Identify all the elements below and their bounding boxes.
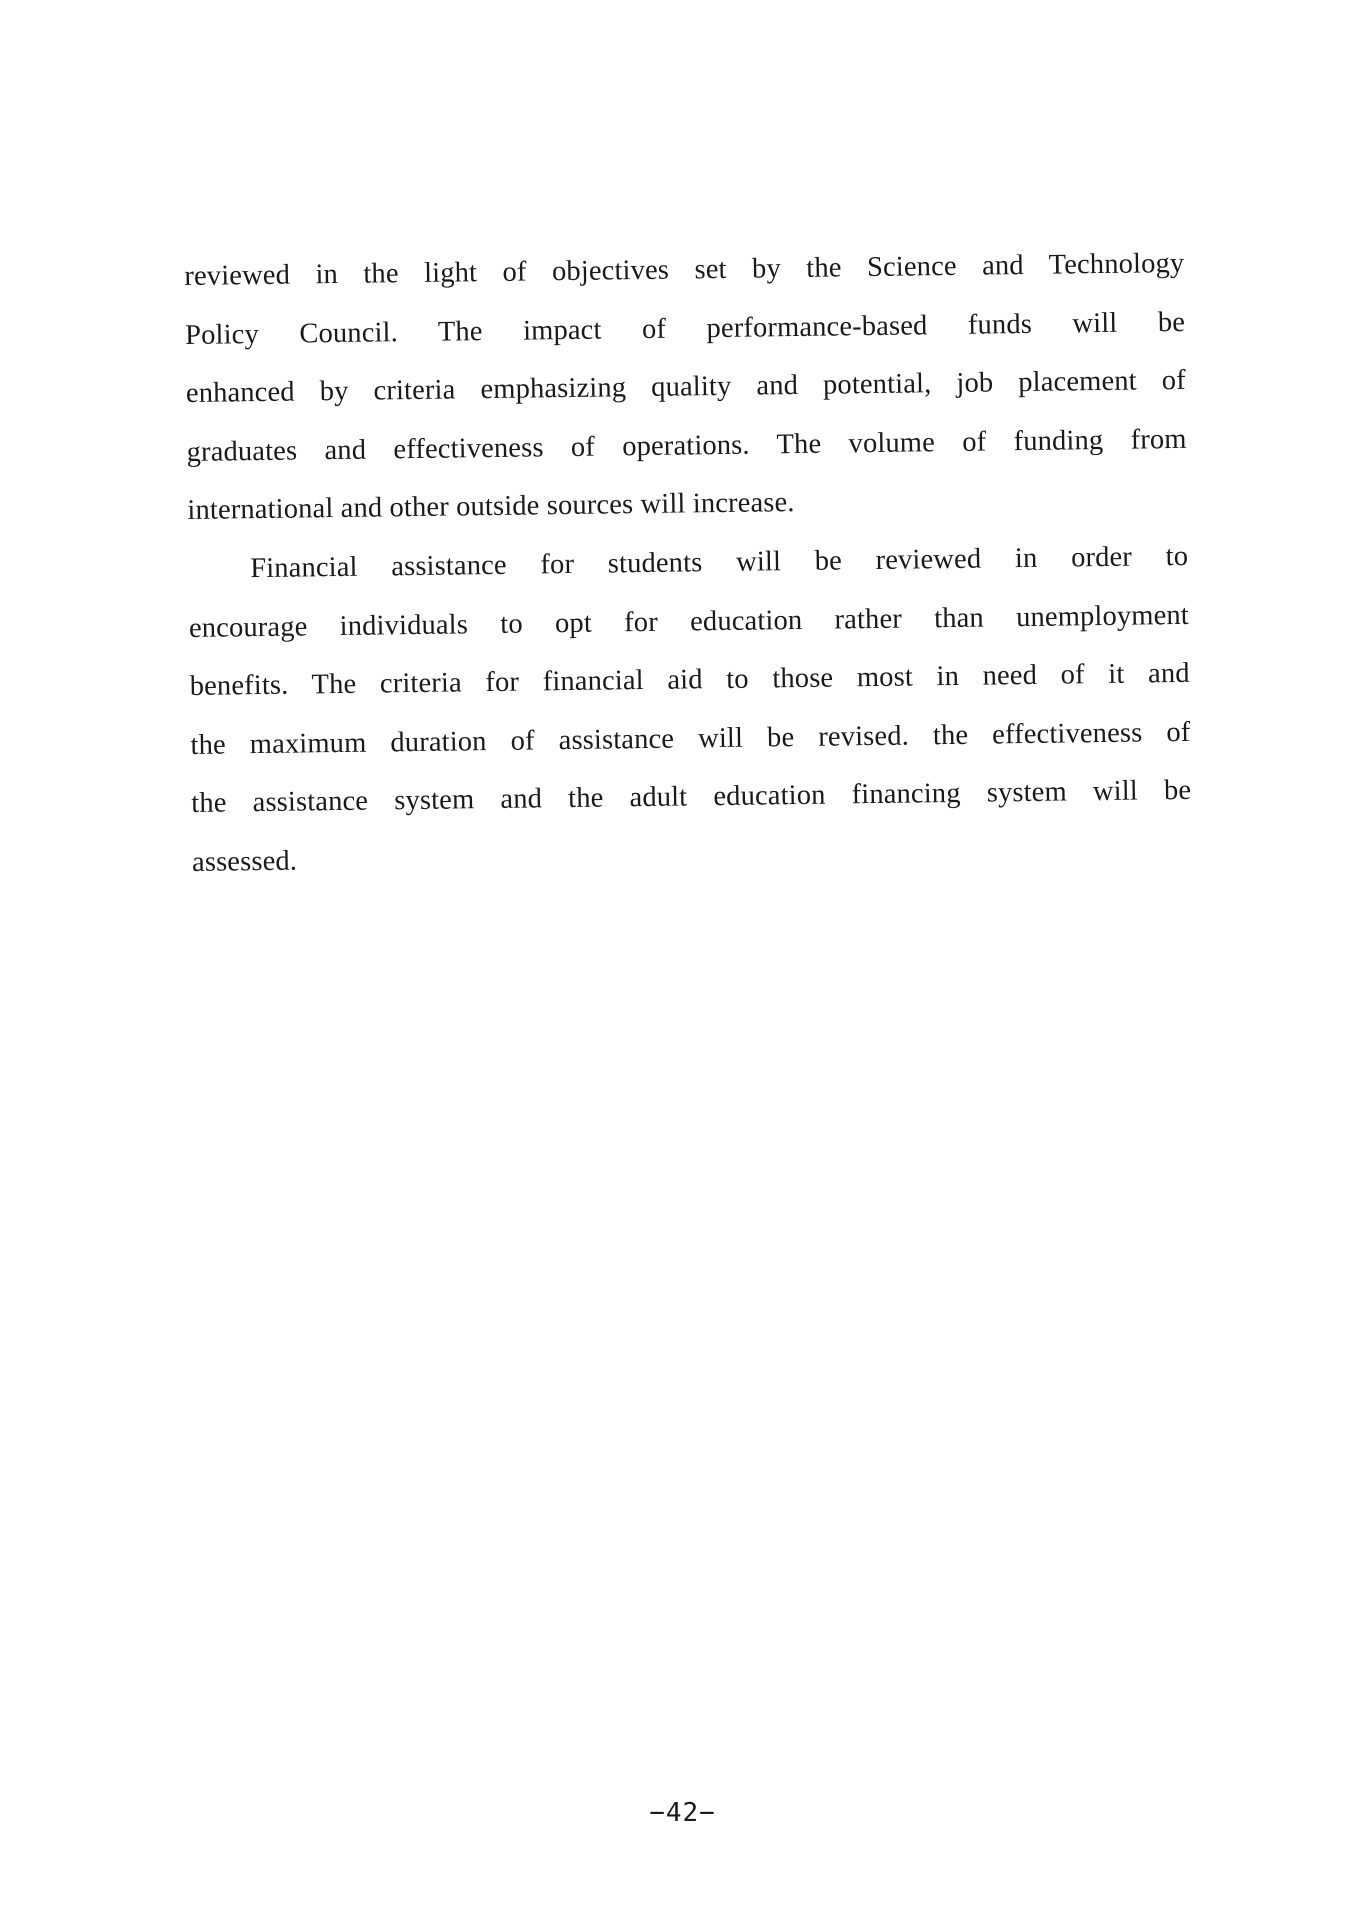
text-line: benefits. The criteria for financial aid to those most in need of it and: [189, 658, 1190, 703]
paragraph-2: [188, 528, 1193, 893]
text-line: the maximum duration of assistance will be revised. the effectiveness of: [190, 716, 1191, 761]
text-line: Policy Council. The impact of performance-based funds will be: [184, 306, 1186, 351]
text-line: Financial assistance for students will be reviewed in order to: [249, 540, 1189, 585]
text-line: encourage individuals to opt for education rather than unemployment: [188, 599, 1190, 644]
paragraph-1: [184, 235, 1188, 541]
text-line: reviewed in the light of objectives set by the Science and Technology: [184, 247, 1185, 292]
text-line: assessed.: [191, 845, 298, 878]
text-line: the assistance system and the adult education financing system will be: [191, 775, 1192, 820]
body-text: [184, 235, 1192, 893]
page-number: −42−: [649, 1798, 716, 1828]
text-line: enhanced by criteria emphasizing quality and potential, job placement of: [185, 365, 1187, 410]
text-line: graduates and effectiveness of operations. The volume of funding from: [186, 423, 1187, 468]
text-line: international and other outside sources will increase.: [187, 487, 795, 527]
